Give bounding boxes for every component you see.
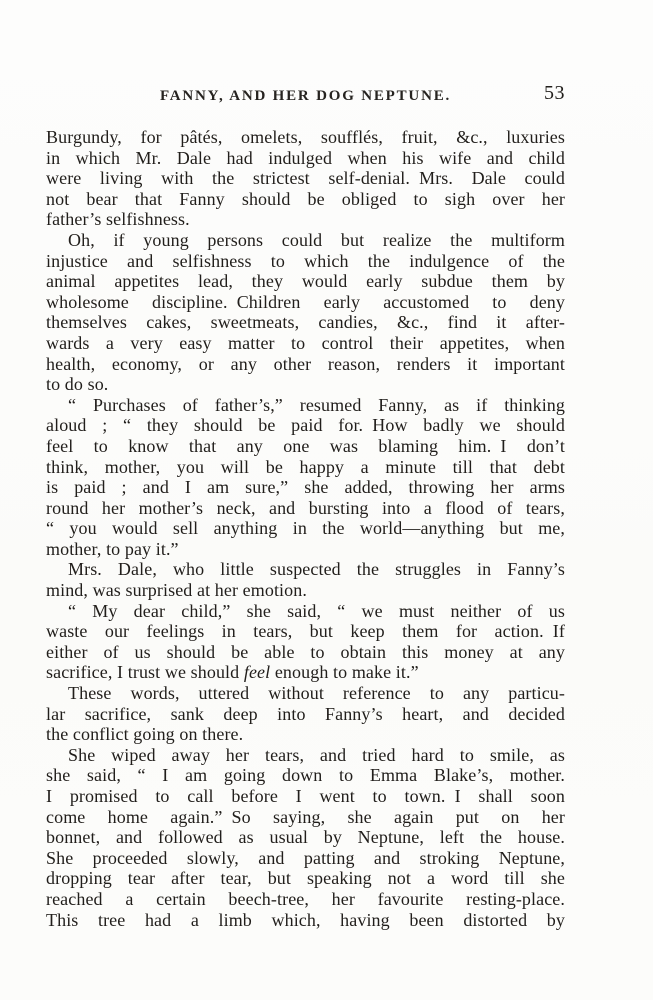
paragraph (46, 127, 565, 230)
text-line: to do so. (46, 374, 109, 395)
text-line: waste our feelings in tears, but keep them for action. If (46, 621, 565, 642)
text-line: the conflict going on there. (46, 724, 244, 745)
paragraph (46, 230, 565, 395)
text-line: round her mother’s neck, and bursting into a flood of tears, (46, 497, 565, 518)
body-text (46, 127, 565, 930)
text-line: injustice and selfishness to which the indulgence of the (46, 250, 565, 271)
text-line: dropping tear after tear, but speaking not a word till she (46, 868, 565, 889)
text-line: health, economy, or any other reason, renders it important (46, 353, 565, 374)
text-line: were living with the strictest self-denial. Mrs. Dale could (46, 168, 565, 189)
text-line: These words, uttered without reference to any particu- (68, 683, 565, 704)
text-line: themselves cakes, sweetmeats, candies, &c., find it after- (46, 312, 565, 333)
text-line: father’s selfishness. (46, 209, 190, 230)
text-line: mind, was surprised at her emotion. (46, 580, 307, 601)
paragraph (46, 683, 565, 745)
text-line: “ you would sell anything in the world—anything but me, (46, 518, 565, 539)
text-line: not bear that Fanny should be obliged to sigh over her (46, 188, 565, 209)
page-number: 53 (544, 82, 565, 104)
text-line: reached a certain beech-tree, her favourite resting-place. (46, 888, 565, 909)
text-line: She wiped away her tears, and tried hard to smile, as (68, 744, 565, 765)
italic-text: feel (243, 662, 271, 683)
text-line: come home again.” So saying, she again put on her (46, 806, 565, 827)
text-line: Mrs. Dale, who little suspected the struggles in Fanny’s (68, 559, 565, 580)
paragraph (46, 745, 565, 930)
text-line: mother, to pay it.” (46, 538, 179, 559)
text-line: sacrifice, I trust we should feel enough to make it.” (46, 662, 419, 683)
text-line: I promised to call before I went to town. I shall soon (46, 786, 565, 806)
text-line: she said, “ I am going down to Emma Blake’s, mother. (46, 765, 565, 786)
text-line: aloud ; “ they should be paid for. How badly we should (46, 415, 565, 436)
text-line: feel to know that any one was blaming him. I don’t (46, 435, 565, 456)
paragraph (46, 601, 565, 683)
text-line: Oh, if young persons could but realize the multiform (68, 229, 565, 250)
text-line: in which Mr. Dale had indulged when his wife and child (46, 147, 565, 168)
paragraph (46, 559, 565, 600)
text-line: animal appetites lead, they would early subdue them by (46, 271, 565, 292)
page-header (46, 82, 565, 110)
text-line: either of us should be able to obtain this money at any (46, 641, 565, 662)
text-line: “ My dear child,” she said, “ we must neither of us (68, 600, 565, 621)
paragraph (46, 395, 565, 560)
text-line: wholesome discipline. Children early accustomed to deny (46, 291, 565, 312)
text-line: lar sacrifice, sank deep into Fanny’s heart, and decided (46, 703, 565, 724)
text-line: is paid ; and I am sure,” she added, throwing her arms (46, 477, 565, 498)
text-line: This tree had a limb which, having been distorted by (46, 909, 565, 930)
text-line: wards a very easy matter to control their appetites, when (46, 332, 565, 353)
text-line: bonnet, and followed as usual by Neptune, left the house. (46, 827, 565, 848)
text-line: She proceeded slowly, and patting and stroking Neptune, (46, 847, 565, 868)
text-line: “ Purchases of father’s,” resumed Fanny, as if thinking (68, 394, 565, 415)
running-title: FANNY, AND HER DOG NEPTUNE. (159, 88, 452, 104)
text-line: think, mother, you will be happy a minute till that debt (46, 456, 565, 477)
text-line: Burgundy, for pâtés, omelets, soufflés, fruit, &c., luxuries (46, 127, 565, 147)
